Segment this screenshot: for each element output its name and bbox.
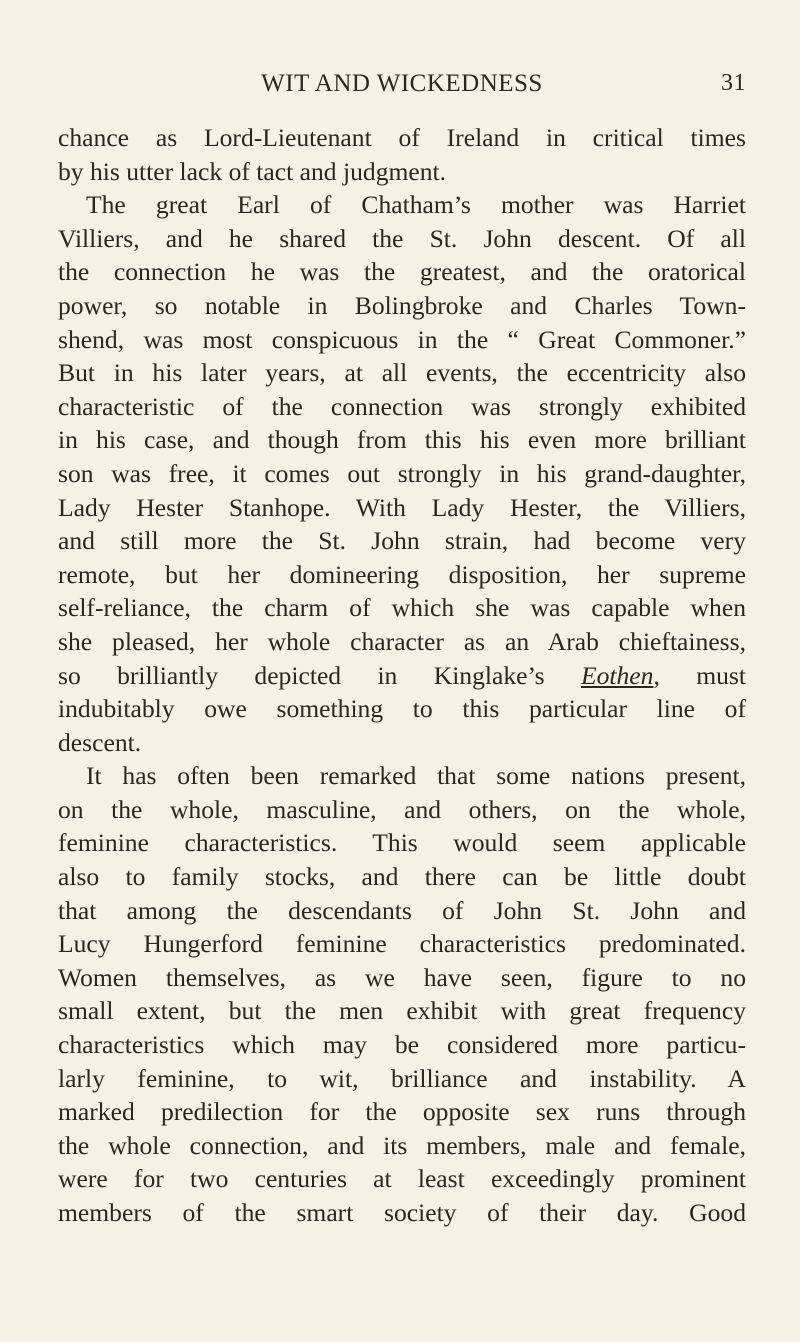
text-line-with-title <box>58 659 746 693</box>
text-line: members of the smart society of their day. Good <box>58 1198 746 1227</box>
text-line: feminine characteristics. This would seem applicable <box>58 828 746 858</box>
text-line: Villiers, and he shared the St. John descent. Of all <box>58 223 746 253</box>
text-line: she pleased, her whole character as an Arab chieftainess, <box>58 626 746 656</box>
text-line: that among the descendants of John St. John and <box>58 895 746 925</box>
page-number: 31 <box>721 70 746 96</box>
text-line: power, so notable in Bolingbroke and Charles Town- <box>58 290 746 320</box>
text-line: But in his later years, at all events, the eccentricity also <box>58 358 746 388</box>
paragraph-start-line: It has often been remarked that some nations present, <box>86 761 746 791</box>
text-line: son was free, it comes out strongly in his grand-daughter, <box>58 458 746 488</box>
text-line: the connection he was the greatest, and the oratorical <box>58 257 746 287</box>
text-line: remote, but her domineering disposition, her supreme <box>58 559 746 589</box>
text-line: chance as Lord-Lieutenant of Ireland in critical times <box>58 123 746 152</box>
text-line: indubitably owe something to this particular line of <box>58 694 746 724</box>
book-page <box>58 0 746 1342</box>
text-line: shend, was most conspicuous in the “ Great Commoner.” <box>58 324 746 354</box>
text-line: were for two centuries at least exceedingly prominent <box>58 1164 746 1194</box>
text-line: marked predilection for the opposite sex runs through <box>58 1097 746 1127</box>
text-line: on the whole, masculine, and others, on the whole, <box>58 794 746 824</box>
text-line: and still more the St. John strain, had become very <box>58 526 746 556</box>
text-line: Lady Hester Stanhope. With Lady Hester, the Villiers, <box>58 492 746 522</box>
text-line: also to family stocks, and there can be little doubt <box>58 862 746 892</box>
text-line: the whole connection, and its members, male and female, <box>58 1130 746 1160</box>
text-line: small extent, but the men exhibit with great frequency <box>58 996 746 1026</box>
text-line: Lucy Hungerford feminine characteristics predominated. <box>58 929 746 959</box>
text-line: in his case, and though from this his even more brilliant <box>58 425 746 455</box>
text-line: characteristic of the connection was strongly exhibited <box>58 391 746 421</box>
text-line: Women themselves, as we have seen, figure to no <box>58 962 746 992</box>
text-fragment: , must <box>653 660 746 690</box>
running-head <box>58 70 746 110</box>
book-title-eothen: Eothen <box>580 660 654 690</box>
text-fragment: so brilliantly depicted in Kinglake’s <box>58 660 545 690</box>
text-line: characteristics which may be considered more particu- <box>58 1030 746 1060</box>
running-title: WIT AND WICKEDNESS <box>261 70 543 97</box>
paragraph-start-line: The great Earl of Chatham’s mother was Harriet <box>86 190 746 220</box>
text-line: larly feminine, to wit, brilliance and instability. A <box>58 1063 746 1093</box>
body-text <box>58 121 746 1230</box>
text-line: self-reliance, the charm of which she was capable when <box>58 593 746 623</box>
text-line: descent. <box>58 727 142 757</box>
text-line: by his utter lack of tact and judgment. <box>58 156 447 186</box>
